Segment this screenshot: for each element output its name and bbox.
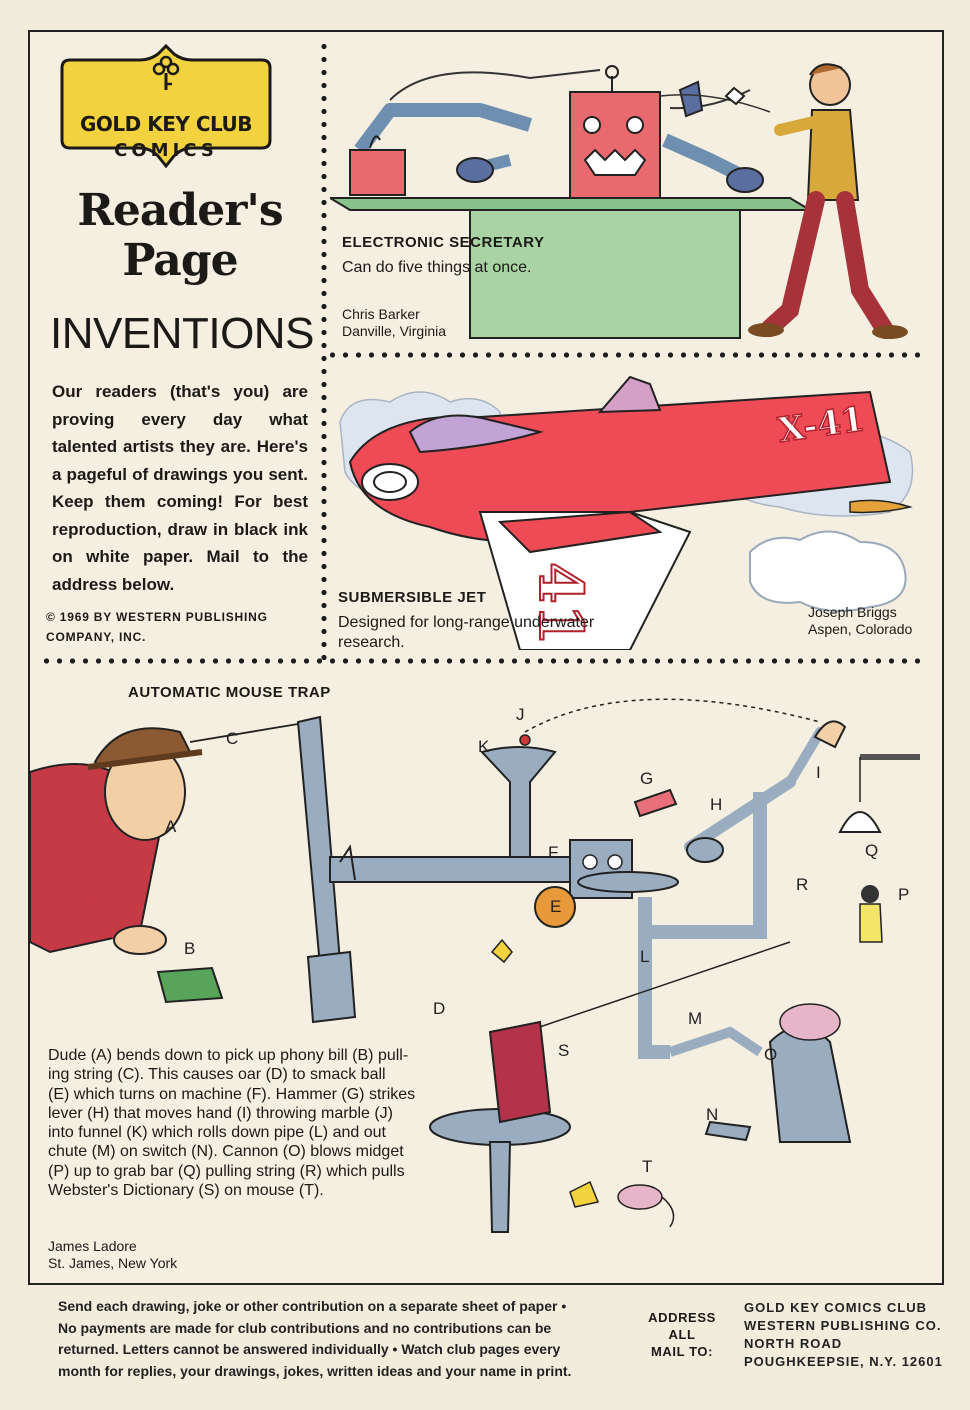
- secretary-title: ELECTRONIC SECRETARY: [342, 234, 545, 251]
- jet-location: Aspen, Colorado: [808, 621, 913, 637]
- copyright: [46, 607, 268, 647]
- label-i: I: [816, 763, 821, 782]
- address-label-1: ADDRESS: [648, 1310, 716, 1325]
- mousetrap-line-2: ing string (C). This causes oar (D) to smack ball: [48, 1066, 386, 1084]
- label-g: G: [640, 769, 654, 788]
- label-l: L: [640, 947, 650, 966]
- divider-horizontal-dots-1: [326, 351, 926, 359]
- jet-belly-number: 41: [525, 562, 595, 646]
- label-r: R: [796, 875, 809, 894]
- jet-description-line1: Designed for long-range underwater: [338, 614, 595, 631]
- gold-key-club-logo: [40, 40, 300, 175]
- address-label-2: ALL: [668, 1327, 696, 1342]
- address-line-3: NORTH ROAD: [744, 1336, 843, 1351]
- mousetrap-location: St. James, New York: [48, 1255, 178, 1271]
- jet-tail-number: X-41: [775, 399, 868, 451]
- label-b: B: [184, 939, 196, 958]
- address-label-3: MAIL TO:: [650, 1344, 714, 1359]
- section-heading: INVENTIONS: [50, 309, 314, 358]
- intro-paragraph: Our readers (that's you) are proving every day what talented artists they are. Here's a pageful of drawings you sent. Keep them coming! For best reproduction, draw in black ink on white paper. Mail to the address below.: [52, 382, 308, 594]
- secretary-author: Chris Barker: [342, 306, 420, 322]
- label-a: A: [165, 817, 177, 836]
- label-p: P: [898, 885, 910, 904]
- jet-description-line2: research.: [338, 634, 405, 651]
- secretary-credit: [342, 306, 446, 340]
- footer-line-3: returned. Letters cannot be answered individually • Watch club pages every: [58, 1341, 561, 1357]
- label-q: Q: [865, 841, 879, 860]
- mousetrap-description: [48, 1046, 448, 1200]
- label-t: T: [642, 1157, 653, 1176]
- mailing-address: [744, 1299, 943, 1371]
- label-n: N: [706, 1105, 719, 1124]
- label-s: S: [558, 1041, 570, 1060]
- secretary-description: Can do five things at once.: [342, 259, 532, 276]
- mousetrap-author: James Ladore: [48, 1238, 137, 1254]
- mousetrap-title: AUTOMATIC MOUSE TRAP: [128, 684, 331, 701]
- mousetrap-line-8: Webster's Dictionary (S) on mouse (T).: [48, 1182, 324, 1200]
- mousetrap-line-7: (P) up to grab bar (Q) pulling string (R) which pulls: [48, 1162, 405, 1180]
- label-j: J: [516, 705, 525, 724]
- secretary-location: Danville, Virginia: [342, 323, 447, 339]
- footer-line-4: month for replies, your drawings, jokes, written ideas and your name in print.: [58, 1362, 572, 1379]
- mousetrap-line-1: Dude (A) bends down to pick up phony bill (B) pull-: [48, 1047, 409, 1064]
- label-c: C: [226, 729, 239, 748]
- label-o: O: [764, 1045, 778, 1064]
- jet-author: Joseph Briggs: [808, 604, 897, 620]
- label-k: K: [478, 737, 490, 756]
- footer-line-2: No payments are made for club contributions and no contributions can be: [58, 1319, 552, 1336]
- mousetrap-line-4: lever (H) that moves hand (I) throwing marble (J): [48, 1104, 393, 1122]
- logo-line1: GOLD KEY CLUB: [79, 112, 253, 136]
- divider-vertical-dots: [320, 40, 328, 660]
- copyright-line1: © 1969 BY WESTERN PUBLISHING: [46, 610, 268, 624]
- mousetrap-line-5: into funnel (K) which rolls down pipe (L) and out: [48, 1124, 386, 1142]
- footer-line-1: Send each drawing, joke or other contribution on a separate sheet of paper •: [58, 1298, 567, 1314]
- address-line-1: GOLD KEY COMICS CLUB: [744, 1300, 927, 1315]
- jet-title: SUBMERSIBLE JET: [338, 589, 487, 606]
- address-line-2: WESTERN PUBLISHING CO.: [744, 1318, 942, 1333]
- label-h: H: [710, 795, 723, 814]
- address-line-4: POUGHKEEPSIE, N.Y. 12601: [744, 1354, 943, 1369]
- electronic-secretary-illustration: [330, 40, 930, 345]
- label-m: M: [688, 1009, 703, 1028]
- logo-line2: COMICS: [114, 140, 218, 161]
- label-f: F: [548, 843, 559, 862]
- label-d: D: [433, 999, 446, 1018]
- footer-notice: [58, 1296, 618, 1382]
- page-title-line1: Reader's: [77, 185, 283, 236]
- copyright-line2: COMPANY, INC.: [46, 630, 147, 644]
- page-title-line2: Page: [122, 235, 238, 286]
- jet-credit: [808, 604, 912, 638]
- divider-horizontal-dots-2: [40, 657, 926, 665]
- jet-description: [338, 613, 594, 653]
- mousetrap-line-3: (E) which turns on machine (F). Hammer (G) strikes: [48, 1085, 416, 1103]
- address-label: [644, 1309, 720, 1360]
- label-e: E: [550, 897, 562, 916]
- mousetrap-credit: [48, 1238, 177, 1272]
- mousetrap-line-6: chute (M) on switch (N). Cannon (O) blows midget: [48, 1143, 404, 1161]
